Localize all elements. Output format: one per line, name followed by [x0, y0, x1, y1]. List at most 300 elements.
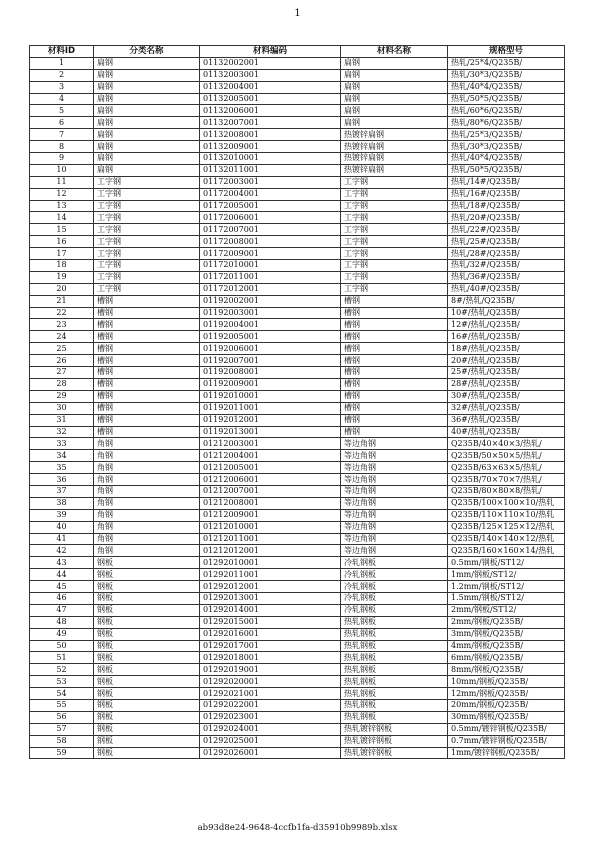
cell-material-name: 热轧钢板: [341, 652, 448, 664]
cell-material-code: 01292024001: [200, 723, 341, 735]
table-row: [30, 402, 565, 414]
cell-material-id: 16: [30, 236, 94, 248]
cell-category-name: 钢板: [94, 581, 200, 593]
cell-category-name: 扁钢: [94, 141, 200, 153]
table-row: [30, 616, 565, 628]
cell-category-name: 工字钢: [94, 236, 200, 248]
cell-category-name: 钢板: [94, 747, 200, 759]
cell-material-name: 热镀锌扁钢: [341, 164, 448, 176]
cell-material-id: 9: [30, 153, 94, 165]
cell-material-code: 01132007001: [200, 117, 341, 129]
cell-category-name: 工字钢: [94, 260, 200, 272]
table-row: [30, 545, 565, 557]
cell-material-id: 46: [30, 592, 94, 604]
cell-material-name: 热轧钢板: [341, 664, 448, 676]
header-material-id: 材料ID: [30, 46, 94, 58]
table-row: [30, 652, 565, 664]
cell-category-name: 槽钢: [94, 414, 200, 426]
cell-material-code: 01192004001: [200, 319, 341, 331]
cell-material-id: 59: [30, 747, 94, 759]
cell-material-name: 等边角钢: [341, 509, 448, 521]
cell-category-name: 钢板: [94, 711, 200, 723]
cell-category-name: 槽钢: [94, 402, 200, 414]
table-row: [30, 569, 565, 581]
cell-material-name: 等边角钢: [341, 485, 448, 497]
cell-specification: 热轧/60*6/Q235B/: [448, 105, 565, 117]
cell-material-code: 01292017001: [200, 640, 341, 652]
cell-specification: 28#/热轧/Q235B/: [448, 378, 565, 390]
cell-category-name: 工字钢: [94, 271, 200, 283]
table-row: [30, 485, 565, 497]
cell-material-code: 01132010001: [200, 153, 341, 165]
cell-specification: 1.5mm/钢板/ST12/: [448, 592, 565, 604]
cell-material-name: 热轧钢板: [341, 616, 448, 628]
cell-category-name: 钢板: [94, 628, 200, 640]
cell-material-name: 扁钢: [341, 105, 448, 117]
cell-category-name: 槽钢: [94, 295, 200, 307]
cell-category-name: 槽钢: [94, 426, 200, 438]
cell-material-id: 3: [30, 81, 94, 93]
cell-category-name: 角钢: [94, 462, 200, 474]
cell-material-id: 1: [30, 57, 94, 69]
table-row: [30, 200, 565, 212]
cell-category-name: 钢板: [94, 616, 200, 628]
cell-specification: 40#/热轧/Q235B/: [448, 426, 565, 438]
cell-specification: 16#/热轧/Q235B/: [448, 331, 565, 343]
table-row: [30, 57, 565, 69]
table-row: [30, 224, 565, 236]
cell-material-code: 01192003001: [200, 307, 341, 319]
cell-material-name: 等边角钢: [341, 474, 448, 486]
cell-material-name: 槽钢: [341, 331, 448, 343]
table-row: [30, 271, 565, 283]
cell-material-name: 工字钢: [341, 200, 448, 212]
cell-material-id: 54: [30, 688, 94, 700]
cell-material-id: 53: [30, 676, 94, 688]
cell-category-name: 角钢: [94, 545, 200, 557]
cell-material-id: 43: [30, 557, 94, 569]
cell-specification: 1.2mm/钢板/ST12/: [448, 581, 565, 593]
cell-category-name: 槽钢: [94, 319, 200, 331]
cell-material-id: 6: [30, 117, 94, 129]
cell-specification: Q235B/140×140×12/热轧: [448, 533, 565, 545]
cell-material-name: 热轧镀锌钢板: [341, 747, 448, 759]
cell-material-id: 57: [30, 723, 94, 735]
table-row: [30, 426, 565, 438]
cell-specification: 热轧/25#/Q235B/: [448, 236, 565, 248]
cell-material-code: 01192008001: [200, 367, 341, 379]
cell-category-name: 角钢: [94, 485, 200, 497]
cell-specification: Q235B/50×50×5/热轧/: [448, 450, 565, 462]
cell-material-code: 01292022001: [200, 699, 341, 711]
cell-specification: Q235B/110×110×10/热轧: [448, 509, 565, 521]
cell-specification: 1mm/钢板/ST12/: [448, 569, 565, 581]
cell-material-code: 01172003001: [200, 176, 341, 188]
cell-material-id: 47: [30, 604, 94, 616]
cell-specification: 3mm/钢板/Q235B/: [448, 628, 565, 640]
cell-material-code: 01192010001: [200, 390, 341, 402]
cell-material-code: 01292014001: [200, 604, 341, 616]
cell-material-id: 48: [30, 616, 94, 628]
cell-category-name: 钢板: [94, 592, 200, 604]
cell-specification: 热轧/40*4/Q235B/: [448, 153, 565, 165]
cell-material-id: 42: [30, 545, 94, 557]
cell-material-name: 工字钢: [341, 271, 448, 283]
table-row: [30, 331, 565, 343]
table-row: [30, 581, 565, 593]
table-row: [30, 640, 565, 652]
cell-specification: 6mm/钢板/Q235B/: [448, 652, 565, 664]
cell-material-code: 01292012001: [200, 581, 341, 593]
page-number: 1: [294, 8, 301, 19]
materials-table: [29, 45, 565, 759]
cell-material-name: 等边角钢: [341, 533, 448, 545]
cell-category-name: 工字钢: [94, 188, 200, 200]
table-row: [30, 699, 565, 711]
cell-material-name: 槽钢: [341, 367, 448, 379]
cell-material-id: 51: [30, 652, 94, 664]
cell-material-name: 槽钢: [341, 355, 448, 367]
cell-category-name: 工字钢: [94, 283, 200, 295]
cell-material-id: 8: [30, 141, 94, 153]
cell-material-code: 01292023001: [200, 711, 341, 723]
header-material-name: 材料名称: [341, 46, 448, 58]
cell-category-name: 钢板: [94, 569, 200, 581]
cell-category-name: 钢板: [94, 676, 200, 688]
table-row: [30, 117, 565, 129]
cell-material-id: 38: [30, 497, 94, 509]
cell-material-name: 槽钢: [341, 426, 448, 438]
cell-material-code: 01292026001: [200, 747, 341, 759]
table-row: [30, 319, 565, 331]
table-row: [30, 307, 565, 319]
cell-material-name: 冷轧钢板: [341, 581, 448, 593]
cell-material-id: 20: [30, 283, 94, 295]
cell-material-code: 01132008001: [200, 129, 341, 141]
table-row: [30, 176, 565, 188]
table-row: [30, 509, 565, 521]
cell-material-code: 01212009001: [200, 509, 341, 521]
cell-material-id: 28: [30, 378, 94, 390]
cell-specification: 热轧/18#/Q235B/: [448, 200, 565, 212]
table-row: [30, 450, 565, 462]
cell-category-name: 钢板: [94, 652, 200, 664]
cell-material-id: 11: [30, 176, 94, 188]
table-row: [30, 164, 565, 176]
cell-specification: 32#/热轧/Q235B/: [448, 402, 565, 414]
table-row: [30, 141, 565, 153]
cell-material-id: 41: [30, 533, 94, 545]
cell-category-name: 槽钢: [94, 390, 200, 402]
cell-specification: 热轧/36#/Q235B/: [448, 271, 565, 283]
cell-material-code: 01212006001: [200, 474, 341, 486]
cell-specification: 30#/热轧/Q235B/: [448, 390, 565, 402]
cell-category-name: 槽钢: [94, 343, 200, 355]
cell-specification: 热轧/50*5/Q235B/: [448, 164, 565, 176]
cell-specification: 热轧/50*5/Q235B/: [448, 93, 565, 105]
cell-category-name: 钢板: [94, 688, 200, 700]
cell-material-id: 49: [30, 628, 94, 640]
cell-category-name: 工字钢: [94, 176, 200, 188]
cell-material-code: 01132011001: [200, 164, 341, 176]
cell-category-name: 扁钢: [94, 105, 200, 117]
cell-material-name: 热镀锌扁钢: [341, 153, 448, 165]
table-row: [30, 105, 565, 117]
cell-category-name: 扁钢: [94, 57, 200, 69]
cell-category-name: 钢板: [94, 735, 200, 747]
cell-material-code: 01212003001: [200, 438, 341, 450]
cell-material-name: 冷轧钢板: [341, 592, 448, 604]
cell-category-name: 扁钢: [94, 117, 200, 129]
cell-material-id: 19: [30, 271, 94, 283]
cell-material-name: 扁钢: [341, 81, 448, 93]
cell-material-name: 冷轧钢板: [341, 557, 448, 569]
cell-material-code: 01292020001: [200, 676, 341, 688]
cell-material-id: 29: [30, 390, 94, 402]
cell-category-name: 钢板: [94, 699, 200, 711]
cell-material-code: 01172004001: [200, 188, 341, 200]
cell-material-code: 01292018001: [200, 652, 341, 664]
table-row: [30, 378, 565, 390]
cell-material-id: 37: [30, 485, 94, 497]
cell-category-name: 扁钢: [94, 164, 200, 176]
cell-category-name: 工字钢: [94, 248, 200, 260]
cell-material-code: 01132003001: [200, 69, 341, 81]
cell-material-id: 13: [30, 200, 94, 212]
cell-material-code: 01132009001: [200, 141, 341, 153]
table-row: [30, 533, 565, 545]
cell-specification: 热轧/30*3/Q235B/: [448, 141, 565, 153]
cell-category-name: 角钢: [94, 509, 200, 521]
cell-category-name: 工字钢: [94, 224, 200, 236]
cell-specification: 25#/热轧/Q235B/: [448, 367, 565, 379]
cell-material-name: 等边角钢: [341, 450, 448, 462]
cell-material-name: 槽钢: [341, 343, 448, 355]
cell-specification: 18#/热轧/Q235B/: [448, 343, 565, 355]
cell-material-id: 58: [30, 735, 94, 747]
header-specification: 规格型号: [448, 46, 565, 58]
table-row: [30, 604, 565, 616]
table-row: [30, 474, 565, 486]
cell-material-code: 01172007001: [200, 224, 341, 236]
table-row: [30, 438, 565, 450]
table-row: [30, 236, 565, 248]
table-row: [30, 723, 565, 735]
cell-material-name: 等边角钢: [341, 462, 448, 474]
cell-material-name: 槽钢: [341, 390, 448, 402]
cell-material-id: 30: [30, 402, 94, 414]
table-row: [30, 212, 565, 224]
cell-category-name: 钢板: [94, 664, 200, 676]
cell-material-code: 01172005001: [200, 200, 341, 212]
cell-material-code: 01292015001: [200, 616, 341, 628]
table-row: [30, 497, 565, 509]
cell-material-name: 热轧钢板: [341, 628, 448, 640]
table-row: [30, 295, 565, 307]
cell-specification: 20#/热轧/Q235B/: [448, 355, 565, 367]
cell-category-name: 钢板: [94, 640, 200, 652]
cell-category-name: 角钢: [94, 533, 200, 545]
cell-specification: 热轧/40*4/Q235B/: [448, 81, 565, 93]
cell-material-code: 01172009001: [200, 248, 341, 260]
cell-specification: Q235B/125×125×12/热轧: [448, 521, 565, 533]
table-row: [30, 592, 565, 604]
cell-category-name: 槽钢: [94, 378, 200, 390]
cell-material-id: 34: [30, 450, 94, 462]
cell-category-name: 扁钢: [94, 129, 200, 141]
header-material-code: 材料编码: [200, 46, 341, 58]
cell-material-name: 扁钢: [341, 93, 448, 105]
cell-specification: 2mm/钢板/ST12/: [448, 604, 565, 616]
cell-material-name: 热轧钢板: [341, 699, 448, 711]
cell-material-id: 39: [30, 509, 94, 521]
cell-specification: 热轧/22#/Q235B/: [448, 224, 565, 236]
cell-material-id: 21: [30, 295, 94, 307]
cell-material-code: 01212007001: [200, 485, 341, 497]
cell-specification: 热轧/25*4/Q235B/: [448, 57, 565, 69]
cell-material-code: 01212012001: [200, 545, 341, 557]
cell-material-name: 热轧钢板: [341, 711, 448, 723]
cell-category-name: 角钢: [94, 450, 200, 462]
cell-specification: 12#/热轧/Q235B/: [448, 319, 565, 331]
cell-material-id: 32: [30, 426, 94, 438]
cell-material-id: 27: [30, 367, 94, 379]
cell-material-name: 槽钢: [341, 319, 448, 331]
cell-material-code: 01212008001: [200, 497, 341, 509]
cell-material-id: 4: [30, 93, 94, 105]
cell-material-code: 01132006001: [200, 105, 341, 117]
cell-specification: Q235B/160×160×14/热轧: [448, 545, 565, 557]
cell-material-id: 23: [30, 319, 94, 331]
cell-category-name: 角钢: [94, 521, 200, 533]
cell-material-code: 01292010001: [200, 557, 341, 569]
cell-category-name: 角钢: [94, 474, 200, 486]
cell-material-id: 55: [30, 699, 94, 711]
cell-material-name: 热轧钢板: [341, 640, 448, 652]
cell-material-id: 17: [30, 248, 94, 260]
cell-material-name: 槽钢: [341, 378, 448, 390]
cell-material-code: 01212005001: [200, 462, 341, 474]
cell-specification: 4mm/钢板/Q235B/: [448, 640, 565, 652]
cell-material-name: 工字钢: [341, 188, 448, 200]
cell-material-id: 12: [30, 188, 94, 200]
cell-material-id: 31: [30, 414, 94, 426]
cell-material-id: 14: [30, 212, 94, 224]
cell-material-code: 01212010001: [200, 521, 341, 533]
cell-category-name: 槽钢: [94, 367, 200, 379]
cell-specification: 30mm/钢板/Q235B/: [448, 711, 565, 723]
cell-material-name: 工字钢: [341, 248, 448, 260]
table-row: [30, 711, 565, 723]
cell-specification: 热轧/16#/Q235B/: [448, 188, 565, 200]
cell-material-id: 40: [30, 521, 94, 533]
cell-material-name: 热轧钢板: [341, 676, 448, 688]
table-row: [30, 664, 565, 676]
cell-material-name: 冷轧钢板: [341, 569, 448, 581]
cell-category-name: 工字钢: [94, 200, 200, 212]
cell-material-code: 01192011001: [200, 402, 341, 414]
cell-specification: 0.5mm/钢板/ST12/: [448, 557, 565, 569]
cell-specification: 0.5mm/镀锌钢板/Q235B/: [448, 723, 565, 735]
cell-material-code: 01192002001: [200, 295, 341, 307]
cell-specification: 8mm/钢板/Q235B/: [448, 664, 565, 676]
cell-specification: Q235B/100×100×10/热轧: [448, 497, 565, 509]
cell-material-code: 01212004001: [200, 450, 341, 462]
cell-specification: 热轧/20#/Q235B/: [448, 212, 565, 224]
table-row: [30, 93, 565, 105]
cell-material-code: 01192007001: [200, 355, 341, 367]
cell-material-name: 工字钢: [341, 176, 448, 188]
table-row: [30, 735, 565, 747]
cell-category-name: 角钢: [94, 497, 200, 509]
table-row: [30, 628, 565, 640]
cell-material-id: 26: [30, 355, 94, 367]
cell-specification: 热轧/32#/Q235B/: [448, 260, 565, 272]
cell-specification: 2mm/钢板/Q235B/: [448, 616, 565, 628]
cell-material-name: 扁钢: [341, 69, 448, 81]
cell-material-name: 工字钢: [341, 212, 448, 224]
footer-filename: ab93d8e24-9648-4ccfb1fa-d35910b9989b.xlsx: [197, 823, 398, 833]
table-row: [30, 343, 565, 355]
cell-material-id: 18: [30, 260, 94, 272]
cell-material-name: 槽钢: [341, 295, 448, 307]
table-row: [30, 69, 565, 81]
cell-material-name: 冷轧钢板: [341, 604, 448, 616]
table-row: [30, 390, 565, 402]
cell-material-code: 01172011001: [200, 271, 341, 283]
cell-material-code: 01292021001: [200, 688, 341, 700]
table-row: [30, 283, 565, 295]
cell-category-name: 钢板: [94, 604, 200, 616]
table-row: [30, 557, 565, 569]
cell-material-code: 01192009001: [200, 378, 341, 390]
cell-material-name: 扁钢: [341, 117, 448, 129]
cell-material-name: 热镀锌扁钢: [341, 129, 448, 141]
cell-material-id: 52: [30, 664, 94, 676]
cell-category-name: 扁钢: [94, 81, 200, 93]
cell-category-name: 钢板: [94, 557, 200, 569]
cell-specification: 20mm/钢板/Q235B/: [448, 699, 565, 711]
cell-material-code: 01292025001: [200, 735, 341, 747]
table-row: [30, 676, 565, 688]
cell-specification: 热轧/14#/Q235B/: [448, 176, 565, 188]
table-row: [30, 367, 565, 379]
cell-material-name: 热轧钢板: [341, 688, 448, 700]
cell-specification: 8#/热轧/Q235B/: [448, 295, 565, 307]
cell-material-name: 等边角钢: [341, 497, 448, 509]
cell-material-code: 01292013001: [200, 592, 341, 604]
cell-specification: 10mm/钢板/Q235B/: [448, 676, 565, 688]
cell-material-id: 24: [30, 331, 94, 343]
cell-category-name: 槽钢: [94, 355, 200, 367]
table-row: [30, 462, 565, 474]
cell-category-name: 槽钢: [94, 331, 200, 343]
cell-material-code: 01212011001: [200, 533, 341, 545]
cell-material-name: 工字钢: [341, 236, 448, 248]
cell-category-name: 钢板: [94, 723, 200, 735]
cell-specification: 热轧/40#/Q235B/: [448, 283, 565, 295]
table-row: [30, 521, 565, 533]
cell-material-code: 01192012001: [200, 414, 341, 426]
cell-material-code: 01292019001: [200, 664, 341, 676]
cell-material-name: 槽钢: [341, 414, 448, 426]
cell-material-code: 01132004001: [200, 81, 341, 93]
cell-material-code: 01292011001: [200, 569, 341, 581]
cell-material-code: 01292016001: [200, 628, 341, 640]
cell-material-id: 7: [30, 129, 94, 141]
cell-specification: 热轧/30*3/Q235B/: [448, 69, 565, 81]
cell-specification: 1mm/镀锌钢板/Q235B/: [448, 747, 565, 759]
